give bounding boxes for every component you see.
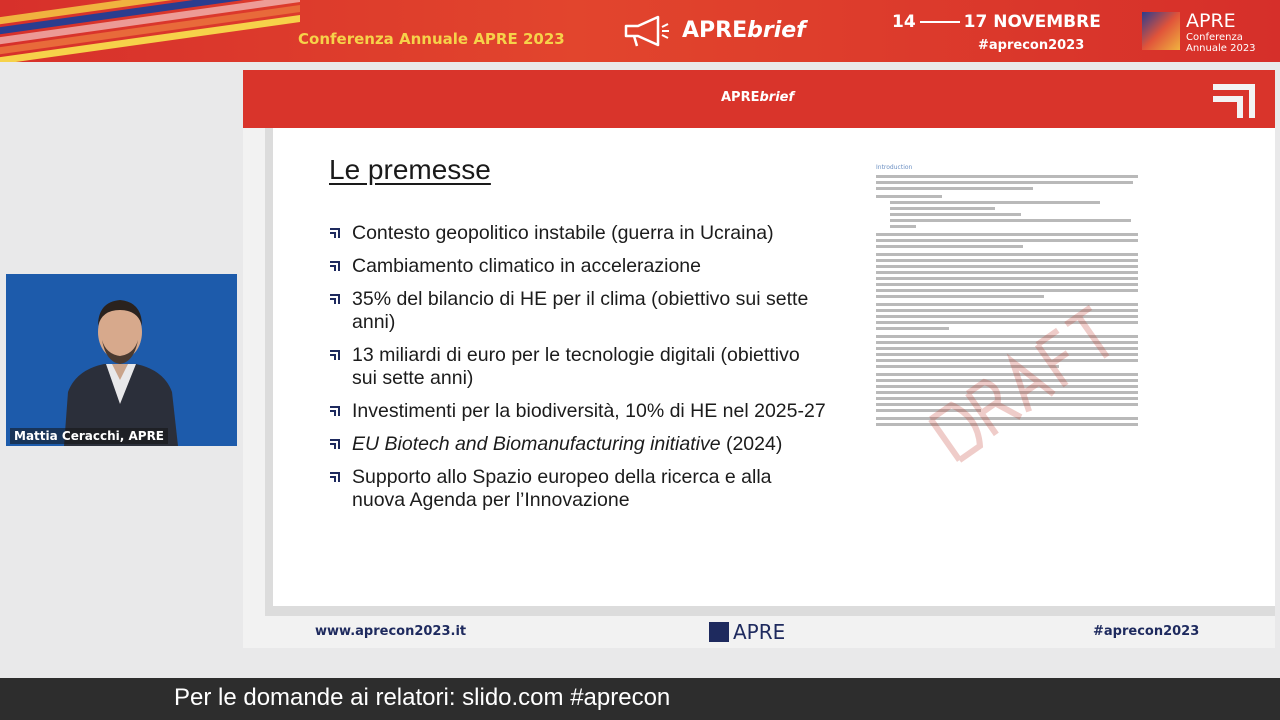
bullet-corner-icon xyxy=(330,405,341,416)
bullet-corner-icon xyxy=(330,227,341,238)
event-banner xyxy=(0,0,1280,62)
bullet-corner-icon xyxy=(330,349,341,360)
bullet-corner-icon xyxy=(330,471,341,482)
event-dates: 14 17 NOVEMBRE xyxy=(892,12,1101,32)
bullet-list xyxy=(328,222,828,522)
questions-ticker xyxy=(0,678,1280,720)
bullet-item: Cambiamento climatico in accelerazione xyxy=(328,255,828,278)
apre-brief-logo: APREbrief xyxy=(682,18,806,43)
bullet-corner-icon xyxy=(330,438,341,449)
bullet-corner-icon xyxy=(330,293,341,304)
bullet-item: EU Biotech and Biomanufacturing initiative (2024) xyxy=(328,433,828,456)
bullet-item: Supporto allo Spazio europeo della ricerca e alla nuova Agenda per l’Innovazione xyxy=(328,466,828,512)
speaker-video xyxy=(6,274,237,446)
slide-content xyxy=(265,128,1275,616)
event-hashtag: #aprecon2023 xyxy=(978,38,1085,53)
bullet-item: 13 miliardi di euro per le tecnologie digitali (obiettivo sui sette anni) xyxy=(328,344,828,390)
bullet-item: Investimenti per la biodiversità, 10% di HE nel 2025-27 xyxy=(328,400,828,423)
bullet-item: Contesto geopolitico instabile (guerra in Ucraina) xyxy=(328,222,828,245)
presentation-slide xyxy=(243,70,1275,648)
footer-website-link: www.aprecon2023.it xyxy=(315,624,467,639)
document-excerpt xyxy=(876,164,1138,564)
draft-stamp-icon xyxy=(896,284,1136,484)
slide-footer: www.aprecon2023.it APRE #aprecon2023 xyxy=(243,618,1275,648)
megaphone-icon xyxy=(622,14,672,50)
ticker-text: Per le domande ai relatori: slido.com #aprecon xyxy=(174,684,671,711)
document-title: Introduction xyxy=(876,164,913,171)
conference-title: Conferenza Annuale APRE 2023 xyxy=(298,30,565,48)
banner-stripes xyxy=(0,0,300,62)
slide-title: Le premesse xyxy=(329,154,491,185)
apre-conference-logo: APRE Conferenza Annuale 2023 xyxy=(1142,10,1272,54)
speaker-figure-icon xyxy=(6,274,237,446)
slide-header xyxy=(243,70,1275,128)
bullet-item: 35% del bilancio di HE per il clima (obiettivo sui sette anni) xyxy=(328,288,828,334)
bullet-corner-icon xyxy=(330,260,341,271)
slide-header-label: APREbrief xyxy=(721,90,795,105)
corner-logo-icon xyxy=(1211,78,1257,120)
footer-hashtag: #aprecon2023 xyxy=(1093,624,1200,639)
speaker-name-label: Mattia Ceracchi, APRE xyxy=(10,428,168,444)
